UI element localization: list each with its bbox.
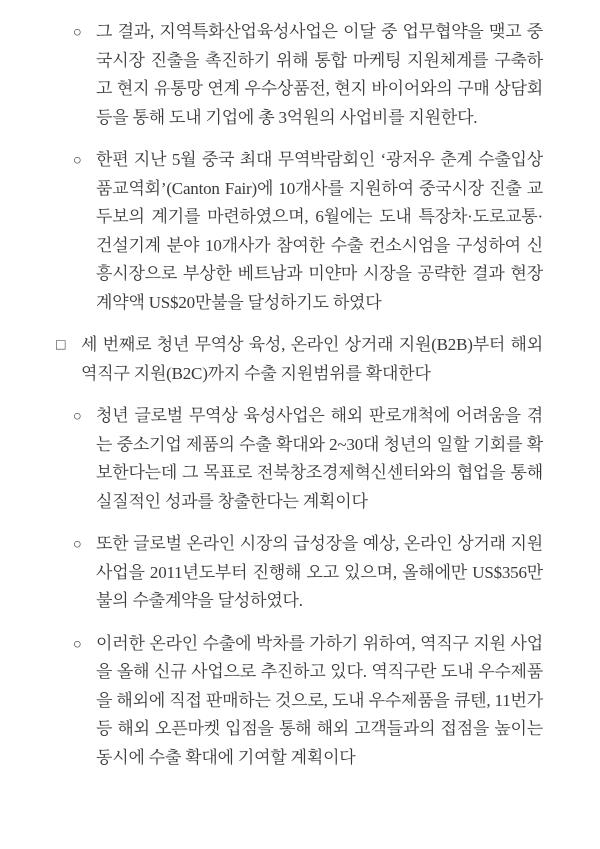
circle-bullet-icon: ○ bbox=[73, 152, 82, 169]
circle-bullet-icon: ○ bbox=[73, 636, 82, 652]
paragraph-4 bbox=[0, 402, 600, 516]
paragraph-2 bbox=[0, 146, 600, 317]
paragraph-1 bbox=[0, 18, 600, 132]
section-heading-text: 세 번째로 청년 무역상 육성, 온라인 상거래 지원(B2B)부터 해외 역직구 지원(B2C)까지 수출 지원범위를 확대한다 bbox=[81, 335, 543, 383]
circle-bullet-icon: ○ bbox=[73, 408, 82, 425]
paragraph-6-text: 이러한 온라인 수출에 박차를 가하기 위하여, 역직구 지원 사업을 올해 신규 사업으로 추진하고 있다. 역직구란 도내 우수제품을 해외에 직접 판매하는 것으로, 도내 우수제품을 큐텐, 11번가 등 해외 오픈마켓 입점을 통해 해외 고객들과의 접점을 높이는 동시에 수출 확대에 기여할 계획이다 bbox=[96, 633, 543, 767]
paragraph-6 bbox=[0, 630, 600, 773]
paragraph-1-text: 그 결과, 지역특화산업육성사업은 이달 중 업무협약을 맺고 중국시장 진출을 촉진하기 위해 통합 마케팅 지원체계를 구축하고 현지 유통망 연계 우수상품전, 현지 바이어와의 구매 상담회 등을 통해 도내 기업에 총 3억원의 사업비를 지원한다. bbox=[96, 22, 543, 127]
square-bullet-icon: □ bbox=[56, 336, 66, 354]
paragraph-5-text: 또한 글로벌 온라인 시장의 급성장을 예상, 온라인 상거래 지원 사업을 2011년도부터 진행해 오고 있으며, 올해에만 US$356만불의 수출계약을 달성하였다. bbox=[96, 534, 543, 610]
circle-bullet-icon: ○ bbox=[73, 536, 82, 553]
section-heading-paragraph bbox=[0, 331, 600, 388]
paragraph-4-text: 청년 글로벌 무역상 육성사업은 해외 판로개척에 어려움을 겪는 중소기업 제품의 수출 확대와 2~30대 청년의 일할 기회를 확보한다는데 그 목표로 전북창조경제혁신센터와의 협업을 통해 실질적인 성과를 창출한다는 계획이다 bbox=[96, 406, 543, 511]
paragraph-5 bbox=[0, 530, 600, 616]
paragraph-2-text: 한편 지난 5월 중국 최대 무역박람회인 ‘광저우 춘계 수출입상품교역회’(Canton Fair)에 10개사를 지원하여 중국시장 진출 교두보의 계기를 마련하였으며, 6월에는 도내 특장차·도로교통·건설기계 분야 10개사가 참여한 수출 컨소시엄을 구성하여 신흥시장으로 부상한 베트남과 미얀마 시장을 공략한 결과 현장계약액 US$20만불을 달성하기도 하였다 bbox=[96, 150, 543, 312]
circle-bullet-icon: ○ bbox=[73, 24, 82, 41]
